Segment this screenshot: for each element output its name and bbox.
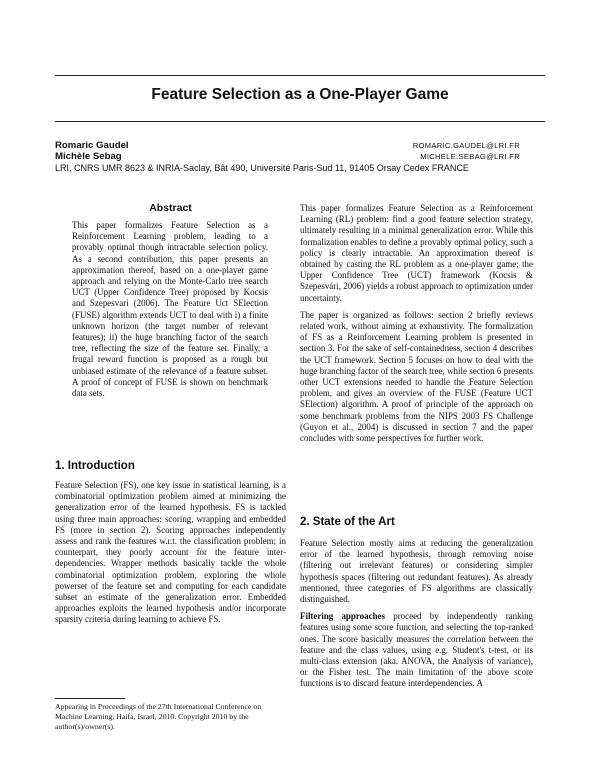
right-paragraph-3: Feature Selection mostly aims at reducing the generalization error of the learned hypothesis, through removing noise (filtering out irrelevant features) or considering simpler hypothesis spaces (filtering out redundant features). As already mentioned, three categories of FS algorithms are classically distinguished. — [300, 538, 533, 605]
intro-paragraph: Feature Selection (FS), one key issue in statistical learning, is a combinatorial optimization problem aimed at minimizing the generalization error of the learned hypothesis. FS is tackled using three main approaches: scoring, wrapping and embedded FS (more in section 2). Scoring approaches independently assess and rank the features w.r.t. the classification problem; in counterpart, they poorly account for the feature inter-dependencies. Wrapper methods basically tackle the whole combinatorial optimization problem, exploring the whole powerset of the feature set and computing for each candidate subset an estimate of the generalization error. Embedded approaches exploits the learned hypothesis and/or incorporate sparsity criteria during learning to achieve FS. — [55, 480, 286, 625]
title-bottom-rule — [55, 121, 545, 122]
intro-heading: 1. Introduction — [55, 460, 135, 472]
paper-title: Feature Selection as a One-Player Game — [151, 86, 449, 103]
right-paragraph-4 — [300, 611, 533, 689]
abstract-heading: Abstract — [149, 202, 192, 214]
state-of-art-heading: 2. State of the Art — [300, 516, 395, 528]
intro-text — [55, 480, 286, 632]
title-top-rule — [55, 75, 545, 76]
right-column-bottom — [300, 538, 533, 696]
author-email-2: MICHELE.SEBAG@LRI.FR — [420, 152, 520, 161]
affiliation: LRI, CNRS UMR 8623 & INRIA-Saclay, Bât 490, Université Paris-Sud 11, 91405 Orsay Cedex FRANCE — [55, 163, 469, 173]
author-email-1: ROMARIC.GAUDEL@LRI.FR — [412, 141, 520, 150]
author-name-1: Romaric Gaudel — [55, 140, 129, 151]
filtering-lead: Filtering approaches — [300, 611, 386, 622]
filtering-text: proceed by independently ranking features using some score function, and selecting the top-ranked ones. The score basically measures the correlation between the feature and the class values, using e.g. Student's t-test, or its multi-class extension (aka. ANOVA, the Analysis of variance), or the Fisher test. The main limitation of the above score functions is to discard feature interdependencies. A — [300, 611, 534, 689]
right-paragraph-1: This paper formalizes Feature Selection as a Reinforcement Learning (RL) problem: find a good feature selection strategy, ultimately resulting in a minimal generalization error. While this formalization enables to define a provably optimal policy, such a policy is clearly intractable. An approximation thereof is obtained by casting the RL problem as a one-player game; the Upper Confidence Tree (UCT) framework (Kocsis & Szepesvári, 2006) yields a robust approach to optimization under uncertainty. — [300, 203, 533, 303]
abstract-text — [72, 220, 268, 405]
footnote-rule — [55, 698, 125, 699]
abstract-paragraph: This paper formalizes Feature Selection as a Reinforcement Learning problem, leading to a provably optimal though intractable selection policy. As a second contribution, this paper presents an approximation thereof, based on a one-player game approach and relying on the Monte-Carlo tree search UCT (Upper Confidence Tree) proposed by Kocsis and Szepesvari (2006). The Feature Uct SElection (FUSE) algorithm extends UCT to deal with i) a finite unknown horizon (the target number of relevant features); ii) the huge branching factor of the search tree, reflecting the size of the feature set. Finally, a frugal reward function is proposed as a rough but unbiased estimate of the relevance of a feature subset. A proof of concept of FUSE is shown on benchmark data sets. — [72, 220, 268, 399]
right-paragraph-2: The paper is organized as follows: section 2 briefly reviews related work, without aiming at exhaustivity. The formalization of FS as a Reinforcement Learning problem is presented in section 3. For the sake of self-containedness, section 4 describes the UCT framework. Section 5 focuses on how to deal with the huge branching factor of the search tree, while section 6 presents other UCT extensions needed to handle the Feature Selection problem, and gives an overview of the FUSE (Feature UCT SElection) algorithm. A proof of principle of the approach on some benchmark problems from the NIPS 2003 FS Challenge (Guyon et al., 2004) is discussed in section 7 and the paper concludes with some perspectives for further work. — [300, 309, 533, 444]
right-column-top — [300, 203, 533, 450]
footnote: Appearing in Proceedings of the 27th International Conference on Machine Learning, Haifa, Israel, 2010. Copyright 2010 by the author(s)/owner(s). — [55, 702, 262, 731]
author-name-2: Michèle Sebag — [55, 151, 122, 162]
